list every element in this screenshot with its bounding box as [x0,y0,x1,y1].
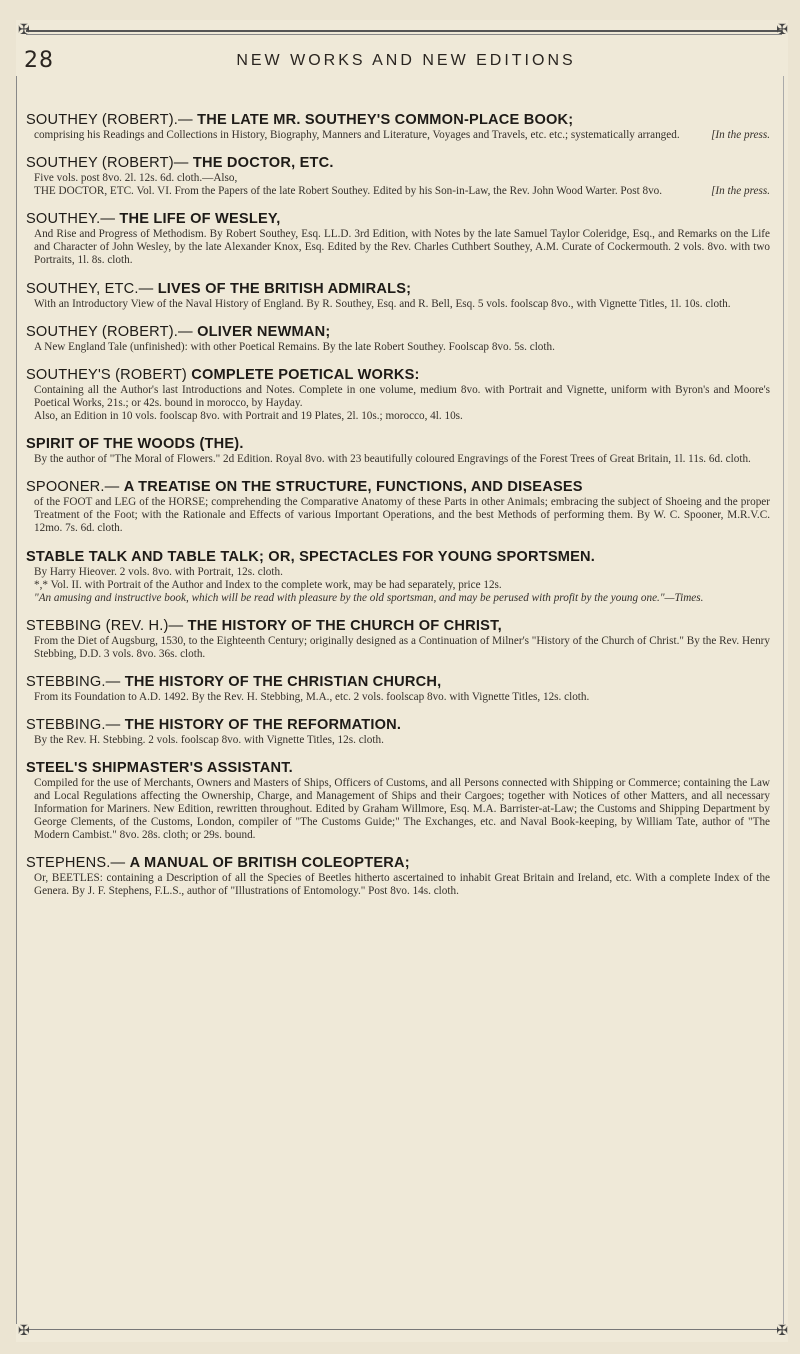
entry-line: comprising his Readings and Collections in History, Biography, Manners and Literature, Voyages and Travels, etc. etc.; systematically arranged. [34,129,680,141]
entry-title: LIVES OF THE BRITISH ADMIRALS; [157,280,412,297]
entry-heading [26,855,770,872]
entry-description [34,872,770,898]
page-header [24,48,788,76]
entry-title: THE HISTORY OF THE CHRISTIAN CHURCH, [124,673,442,690]
right-border-rule [783,76,784,1324]
catalogue-entry [26,112,770,142]
catalogue-entry [26,674,770,704]
entry-description [34,341,770,354]
running-head: NEW WORKS AND NEW EDITIONS [236,52,576,69]
entry-line: Five vols. post 8vo. 2l. 12s. 6d. cloth.—Also, [34,172,238,185]
entry-description [34,298,770,311]
entry-author: SOUTHEY (ROBERT).— [26,323,193,340]
entry-line: Containing all the Author's last Introductions and Notes. Complete in one volume, medium 8vo. with Portrait and Vignette, uniform with Byron's and Moore's Poetical Works, 21s.; or 42s. bound in morocco, by Hayday. [34,383,770,409]
entry-line: From the Diet of Augsburg, 1530, to the Eighteenth Century; originally designed as a Continuation of Milner's "History of the Church of Christ." By the Rev. Henry Stebbing, D.D. 3 vols. 8vo. 36s. cloth. [34,634,770,660]
entry-description [34,172,770,198]
entry-line: And Rise and Progress of Methodism. By Robert Southey, Esq. LL.D. 3rd Edition, with Notes by the late Samuel Taylor Coleridge, Esq., and Remarks on the Life and Character of John Wesley, by the late Alexander Knox, Esq. Edited by the Rev. Charles Cuthbert Southey, A.M. Curate of Cockermouth. 2 vols. 8vo. with two Portraits, 1l. 8s. cloth. [34,228,770,267]
entry-author: SPOONER.— [26,479,120,496]
catalogue-entry [26,281,770,311]
entry-title: SPIRIT OF THE WOODS (THE). [26,436,244,453]
entry-line: From its Foundation to A.D. 1492. By the Rev. H. Stebbing, M.A., etc. 2 vols. foolscap 8vo. with Vignette Titles, 12s. cloth. [34,690,590,703]
entry-heading [26,281,770,298]
catalogue-entry [26,155,770,198]
entry-heading [26,549,770,566]
entry-title: STEEL'S SHIPMASTER'S ASSISTANT. [26,760,293,777]
entry-press-note: [In the press. [711,185,770,198]
entry-line: Compiled for the use of Merchants, Owners and Masters of Ships, Officers of Customs, and all Persons connected with Shipping or Commerce; containing the Law and Local Regulations affecting the Ownership, Charge, and Management of Ships and their Cargoes; together with Notices of other Matters, and all necessary Information for Mariners. New Edition, rewritten throughout. Edited by Graham Willmore, Esq. M.A. Barrister-at-Law; the Customs and Shipping Department by George Clements, of the Customs, London, compiler of "The Customs Guide;" The Exchanges, etc. and Naval Book-keeping, by William Tate, author of "The Modern Cambist." 8vo. 28s. cloth; or 29s. bound. [34,777,770,842]
entry-heading [26,479,770,496]
entry-author: SOUTHEY (ROBERT).— [26,112,193,128]
entry-heading [26,674,770,691]
bottom-border-rule [26,1329,782,1330]
entry-author: SOUTHEY.— [26,211,116,228]
entry-description [34,691,770,704]
corner-ornament-icon: ✠ [776,23,788,38]
catalogue-entry [26,618,770,661]
entry-author: STEBBING.— [26,673,121,690]
entry-title: A MANUAL OF BRITISH COLEOPTERA; [129,855,410,872]
entry-line: A New England Tale (unfinished): with other Poetical Remains. By the late Robert Southey. Foolscap 8vo. 5s. cloth. [34,340,555,353]
entry-description [34,566,770,605]
entry-title: STABLE TALK AND TABLE TALK; OR, SPECTACLES FOR YOUNG SPORTSMEN. [26,548,596,565]
entry-description [34,777,770,842]
entry-heading [26,155,770,172]
catalogue-entry [26,760,770,842]
entry-author: SOUTHEY, ETC.— [26,280,154,297]
entry-title: COMPLETE POETICAL WORKS: [191,366,420,383]
entry-line: THE DOCTOR, ETC. Vol. VI. From the Papers of the late Robert Southey. Edited by his Son-in-Law, the Rev. John Wood Warter. Post 8vo. [34,185,663,198]
entry-heading [26,717,770,734]
catalogue-entry [26,324,770,354]
entry-description [34,228,770,267]
entry-author: STEPHENS.— [26,855,126,872]
entry-description [34,453,770,466]
entry-title: OLIVER NEWMAN; [197,323,331,340]
entry-description [34,129,770,142]
entry-line: By Harry Hieover. 2 vols. 8vo. with Portrait, 12s. cloth. [34,565,283,578]
left-border-rule [16,76,17,1324]
entry-author: SOUTHEY'S (ROBERT) [26,366,187,383]
entry-line: of the FOOT and LEG of the HORSE; comprehending the Comparative Anatomy of these Parts in other Animals; embracing the subject of Shoeing and the proper Treatment of the Foot; with the Rationale and Effects of various Important Operations, and the best Methods of performing them. By W. C. Spooner, M.R.V.C. 12mo. 7s. 6d. cloth. [34,496,770,535]
entry-heading [26,112,770,129]
page-number: 28 [24,48,54,73]
entry-description [34,734,770,747]
entry-description [34,496,770,535]
entry-line: By the Rev. H. Stebbing. 2 vols. foolscap 8vo. with Vignette Titles, 12s. cloth. [34,734,384,747]
entry-author: STEBBING (REV. H.)— [26,617,184,634]
entry-title: THE HISTORY OF THE CHURCH OF CHRIST, [187,617,502,634]
catalogue-entry [26,367,770,423]
entry-line: With an Introductory View of the Naval History of England. By R. Southey, Esq. and R. Bell, Esq. 5 vols. foolscap 8vo., with Vignette Titles, 1l. 10s. cloth. [34,297,731,310]
top-border-rule [26,30,782,35]
entry-heading [26,324,770,341]
entry-title: THE DOCTOR, ETC. [192,155,334,172]
catalogue-entry [26,855,770,898]
entry-author: SOUTHEY (ROBERT)— [26,155,189,172]
entry-heading [26,618,770,635]
catalogue-page [16,20,788,1342]
entry-author: STEBBING.— [26,717,121,734]
entry-heading [26,760,770,777]
entry-heading [26,367,770,384]
catalogue-entry [26,211,770,267]
catalogue-entry [26,436,770,466]
corner-ornament-icon: ✠ [18,1324,30,1339]
entry-line: *,* Vol. II. with Portrait of the Author and Index to the complete work, may be had separately, price 12s. [34,578,502,591]
catalogue-entry [26,717,770,747]
entry-title: THE HISTORY OF THE REFORMATION. [124,717,402,734]
entry-line: By the author of "The Moral of Flowers." 2d Edition. Royal 8vo. with 23 beautifully coloured Engravings of the Forest Trees of Great Britain, 1l. 11s. 6d. cloth. [34,453,751,466]
entry-description [34,384,770,423]
entry-line: "An amusing and instructive book, which will be read with pleasure by the old sportsman, and may be perused with profit by the young one."—Times. [34,591,704,604]
entry-heading [26,211,770,228]
entry-title: THE LATE MR. SOUTHEY'S COMMON-PLACE BOOK; [197,112,574,128]
entry-title: THE LIFE OF WESLEY, [119,211,281,228]
corner-ornament-icon: ✠ [18,23,30,38]
entry-title: A TREATISE ON THE STRUCTURE, FUNCTIONS, AND DISEASES [123,479,583,496]
entry-description [34,635,770,661]
catalogue-entries [26,112,770,912]
corner-ornament-icon: ✠ [776,1324,788,1339]
catalogue-entry [26,549,770,605]
entry-heading [26,436,770,453]
entry-press-note: [In the press. [711,129,770,141]
entry-line: Or, BEETLES: containing a Description of all the Species of Beetles hitherto ascertained to inhabit Great Britain and Ireland, etc. With a complete Index of the Genera. By J. F. Stephens, F.L.S., author of "Illustrations of Entomology." Post 8vo. 14s. cloth. [34,872,770,898]
entry-line: Also, an Edition in 10 vols. foolscap 8vo. with Portrait and 19 Plates, 2l. 10s.; morocco, 4l. 10s. [34,409,463,422]
catalogue-entry [26,479,770,535]
